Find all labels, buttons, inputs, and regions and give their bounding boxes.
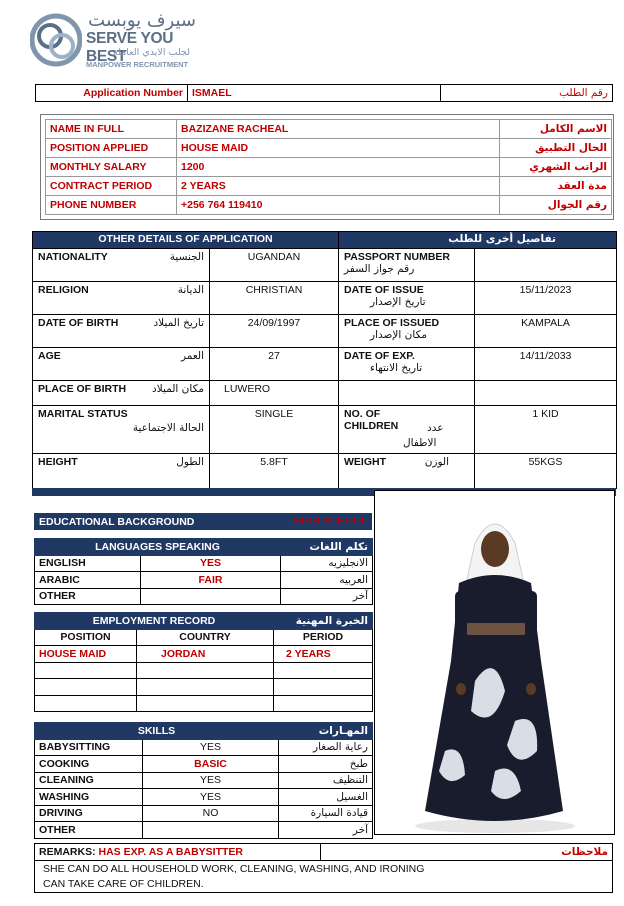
languages-header: LANGUAGES SPEAKING: [35, 539, 281, 556]
table-row: [35, 572, 373, 589]
age-label-ar: العمر: [180, 350, 204, 362]
languages-header-ar: تكلم اللغات: [281, 539, 373, 556]
place-issued-label: PLACE OF ISSUED: [344, 317, 440, 329]
languages-table: [34, 538, 373, 605]
education-label: EDUCATIONAL BACKGROUND: [35, 514, 218, 529]
employment-table: [34, 612, 373, 712]
employment-country: JORDAN: [137, 646, 274, 663]
age-value: 27: [210, 348, 339, 381]
skill-name-ar: رعاية الصغار: [279, 739, 373, 756]
children-label-ar-1: عدد: [427, 422, 444, 434]
skill-name-ar: قيادة السيارة: [279, 805, 373, 822]
height-label: HEIGHT: [38, 456, 78, 468]
table-row: [35, 789, 373, 806]
children-value: 1 KID: [475, 406, 617, 454]
logo-arabic-name: سيرف يوبست: [88, 10, 196, 31]
table-row: [46, 158, 612, 177]
personal-label-ar: الراتب الشهري: [500, 158, 612, 177]
passport-label-ar: رقم جواز السفر: [344, 263, 415, 275]
place-issued-label-ar: مكان الإصدار: [370, 329, 428, 341]
other-details-section: [32, 231, 616, 496]
exp-date-label: DATE OF EXP.: [344, 350, 415, 362]
issue-date-value: 15/11/2023: [475, 282, 617, 315]
other-details-header-ar: تفاصيل أخرى للطلب: [339, 232, 617, 249]
logo-arabic-tagline: لجلب الايدي العاملة: [112, 47, 190, 58]
personal-label-ar: رقم الجوال: [500, 196, 612, 215]
application-number-row: [35, 84, 613, 102]
height-value: 5.8FT: [210, 454, 339, 489]
personal-label: POSITION APPLIED: [46, 139, 177, 158]
age-label: AGE: [38, 350, 61, 362]
language-level: [141, 588, 281, 605]
education-row: [34, 513, 372, 530]
language-name: ENGLISH: [35, 555, 141, 572]
skill-name-ar: الغسيل: [279, 789, 373, 806]
skill-name-ar: التنظيف: [279, 772, 373, 789]
marital-value: SINGLE: [210, 406, 339, 454]
personal-label: PHONE NUMBER: [46, 196, 177, 215]
application-number-label: Application Number: [36, 85, 188, 102]
language-name: ARABIC: [35, 572, 141, 589]
personal-value: 1200: [177, 158, 500, 177]
skill-name: DRIVING: [35, 805, 143, 822]
weight-label-ar: الوزن: [424, 456, 450, 468]
skill-name: COOKING: [35, 756, 143, 773]
children-label-ar-2: الاطفال: [403, 437, 437, 449]
logo-english-name: SERVE YOU BEST: [86, 30, 174, 65]
passport-value: [475, 249, 617, 282]
height-label-ar: الطول: [176, 456, 204, 468]
skill-name: OTHER: [35, 822, 143, 839]
personal-value: BAZIZANE RACHEAL: [177, 120, 500, 139]
column-header-period: PERIOD: [274, 629, 373, 646]
remarks-table: [34, 843, 613, 893]
personal-label: NAME IN FULL: [46, 120, 177, 139]
exp-date-value: 14/11/2033: [475, 348, 617, 381]
skill-name: WASHING: [35, 789, 143, 806]
skill-name: BABYSITTING: [35, 739, 143, 756]
personal-label-ar: الحال التطبيق: [500, 139, 612, 158]
nationality-value: UGANDAN: [210, 249, 339, 282]
skill-name: CLEANING: [35, 772, 143, 789]
employment-header: EMPLOYMENT RECORD: [35, 613, 274, 630]
application-number-value: ISMAEL: [188, 85, 441, 102]
table-row: [46, 177, 612, 196]
passport-label: PASSPORT NUMBER: [344, 251, 450, 263]
personal-label: MONTHLY SALARY: [46, 158, 177, 177]
skill-name-ar: طبخ: [279, 756, 373, 773]
issue-date-label-ar: تاريخ الإصدار: [370, 296, 426, 308]
table-row: [35, 739, 373, 756]
personal-value: HOUSE MAID: [177, 139, 500, 158]
personal-label-ar: مدة العقد: [500, 177, 612, 196]
skill-level: YES: [143, 739, 279, 756]
remarks-label-ar: ملاحظات: [321, 844, 613, 861]
pob-label-ar: مكان الميلاد: [152, 383, 204, 395]
table-row: [33, 454, 617, 489]
table-row: [33, 249, 617, 282]
personal-info-table: [45, 119, 612, 215]
dob-label-ar: تاريخ الميلاد: [153, 317, 204, 329]
application-number-label-ar: رقم الطلب: [441, 85, 613, 102]
remarks-line-2: CAN TAKE CARE OF CHILDREN.: [35, 877, 613, 893]
table-row: [46, 120, 612, 139]
company-logo: [30, 12, 200, 72]
remarks-value: HAS EXP. AS A BABYSITTER: [98, 846, 244, 858]
language-name-ar: آخر: [281, 588, 373, 605]
table-row: [46, 139, 612, 158]
nationality-label-ar: الجنسية: [169, 251, 204, 263]
skill-level: [143, 822, 279, 839]
table-row: [35, 772, 373, 789]
table-row: [33, 406, 617, 454]
other-details-header: OTHER DETAILS OF APPLICATION: [33, 232, 339, 249]
personal-label: CONTRACT PERIOD: [46, 177, 177, 196]
applicant-photo: [374, 490, 615, 835]
skill-level: NO: [143, 805, 279, 822]
table-row: [35, 805, 373, 822]
table-row: [35, 822, 373, 839]
skill-level: YES: [143, 772, 279, 789]
pob-value: LUWERO: [210, 381, 339, 406]
personal-value: 2 YEARS: [177, 177, 500, 196]
weight-label: WEIGHT: [344, 456, 387, 468]
place-issued-value: KAMPALA: [475, 315, 617, 348]
education-value: HIGH SCHOOL: [218, 514, 371, 529]
employment-period: 2 YEARS: [274, 646, 373, 663]
employment-position: HOUSE MAID: [35, 646, 137, 663]
table-row: [35, 695, 373, 712]
other-details-table: [32, 231, 617, 489]
language-name-ar: الانجليزيه: [281, 555, 373, 572]
skills-table: [34, 722, 373, 839]
children-label-1: NO. OF: [344, 408, 381, 420]
table-row: [33, 315, 617, 348]
column-header-country: COUNTRY: [137, 629, 274, 646]
issue-date-label: DATE OF ISSUE: [344, 284, 424, 296]
table-row: [35, 679, 373, 696]
language-level: YES: [141, 555, 281, 572]
weight-value: 55KGS: [475, 454, 617, 489]
religion-label-ar: الديانة: [177, 284, 204, 296]
table-row: [35, 646, 373, 663]
exp-date-label-ar: تاريخ الانتهاء: [370, 362, 423, 374]
nationality-label: NATIONALITY: [38, 251, 108, 263]
table-row: [35, 756, 373, 773]
logo-emblem-icon: [30, 12, 82, 68]
dob-value: 24/09/1997: [210, 315, 339, 348]
table-row: [33, 381, 617, 406]
skill-name-ar: آخر: [279, 822, 373, 839]
skill-level: BASIC: [143, 756, 279, 773]
skills-header-ar: المهـارات: [279, 723, 373, 740]
table-row: [46, 196, 612, 215]
personal-label-ar: الاسم الكامل: [500, 120, 612, 139]
marital-label: MARITAL STATUS: [38, 408, 128, 420]
skill-level: YES: [143, 789, 279, 806]
personal-value: +256 764 119410: [177, 196, 500, 215]
table-row: [35, 662, 373, 679]
language-level: FAIR: [141, 572, 281, 589]
personal-info-box: [40, 114, 614, 220]
language-name-ar: العربيه: [281, 572, 373, 589]
pob-label: PLACE OF BIRTH: [38, 383, 127, 395]
remarks-line-1: SHE CAN DO ALL HOUSEHOLD WORK, CLEANING, WASHING, AND IRONING: [35, 861, 613, 877]
table-row: [35, 555, 373, 572]
logo-english-tagline: MANPOWER RECRUITMENT: [86, 60, 189, 69]
children-label-2: CHILDREN: [344, 420, 399, 432]
religion-value: CHRISTIAN: [210, 282, 339, 315]
language-name: OTHER: [35, 588, 141, 605]
remarks-label: REMARKS:: [39, 846, 96, 858]
employment-header-ar: الخبرة المهنية: [274, 613, 373, 630]
column-header-position: POSITION: [35, 629, 137, 646]
table-row: [33, 282, 617, 315]
table-row: [35, 588, 373, 605]
table-row: [33, 348, 617, 381]
marital-label-ar: الحالة الاجتماعية: [132, 422, 204, 434]
dob-label: DATE OF BIRTH: [38, 317, 119, 329]
skills-header: SKILLS: [35, 723, 279, 740]
person-photo-icon: [375, 491, 615, 835]
religion-label: RELIGION: [38, 284, 89, 296]
